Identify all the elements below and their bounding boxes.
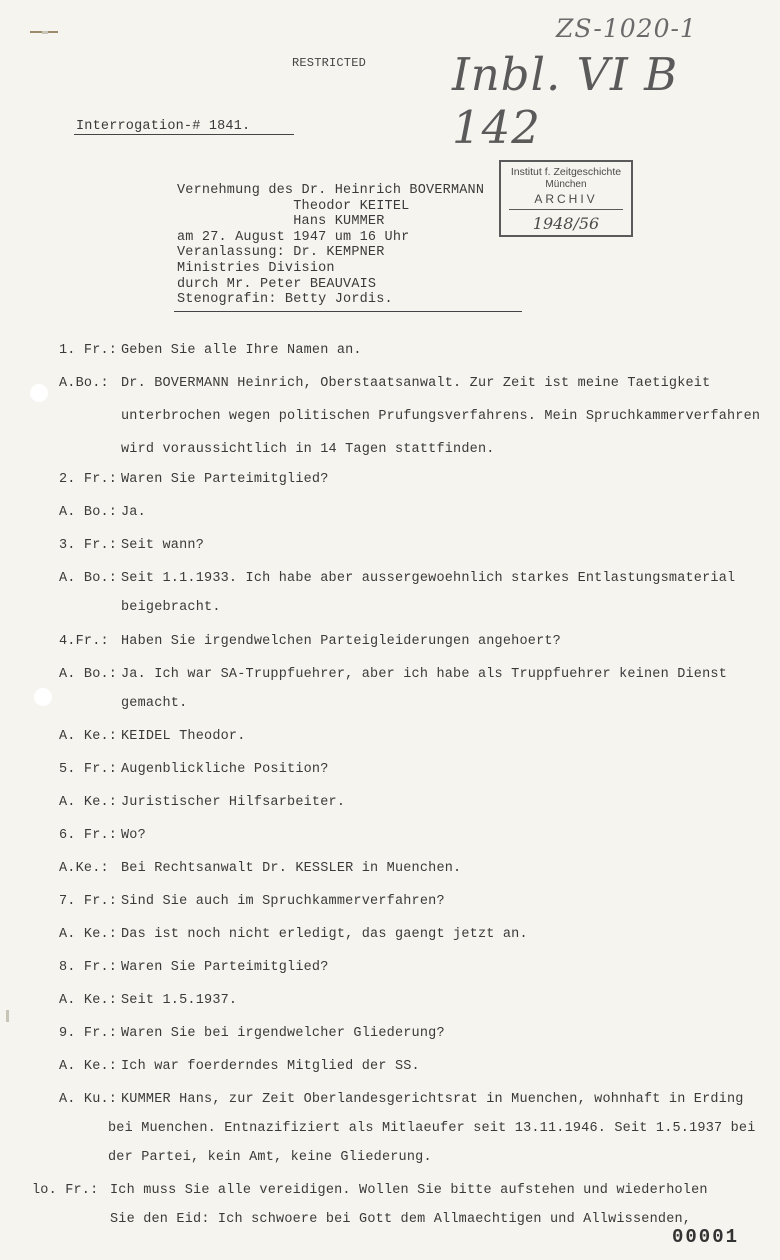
speaker-label: 5. Fr.: — [59, 762, 118, 777]
entry-text: KUMMER Hans, zur Zeit Oberlandesgerichtsrat in Muenchen, wohnhaft in Erding — [121, 1092, 744, 1107]
entry-text: Sie den Eid: Ich schwoere bei Gott dem Allmaechtigen und Allwissenden, — [110, 1212, 692, 1227]
speaker-label: A. Ke.: — [59, 993, 118, 1008]
stamp-institute: Institut f. Zeitgeschichte — [510, 166, 622, 178]
header-line: Ministries Division — [177, 260, 335, 276]
entry-text: Dr. BOVERMANN Heinrich, Oberstaatsanwalt. Zur Zeit ist meine Taetigkeit — [121, 376, 711, 391]
speaker-label: 8. Fr.: — [59, 960, 118, 975]
speaker-label: A. Bo.: — [59, 667, 118, 682]
speaker-label: 2. Fr.: — [59, 472, 118, 487]
speaker-label: A. Bo.: — [59, 571, 118, 586]
stamp-divider — [509, 209, 623, 210]
archive-stamp — [499, 160, 633, 237]
entry-text: Geben Sie alle Ihre Namen an. — [121, 343, 362, 358]
punch-hole — [34, 688, 52, 706]
entry-text: KEIDEL Theodor. — [121, 729, 246, 744]
speaker-label: A. Ke.: — [59, 927, 118, 942]
entry-text: Seit 1.1.1933. Ich habe aber aussergewoehnlich starkes Entlastungsmaterial — [121, 571, 736, 586]
speaker-label: A.Ke.: — [59, 861, 109, 876]
entry-text: Seit wann? — [121, 538, 205, 553]
page-number: 00001 — [672, 1226, 740, 1248]
speaker-label: A. Ku.: — [59, 1092, 118, 1107]
entry-text: beigebracht. — [121, 600, 221, 615]
entry-text: Waren Sie Parteimitglied? — [121, 472, 329, 487]
speaker-label: A. Ke.: — [59, 1059, 118, 1074]
handwritten-reference: Inbl. VI B 142 — [452, 48, 679, 154]
entry-text: Ja. Ich war SA-Truppfuehrer, aber ich habe als Truppfuehrer keinen Dienst — [121, 667, 727, 682]
speaker-label: lo. Fr.: — [32, 1183, 99, 1198]
speaker-label: A.Bo.: — [59, 376, 109, 391]
entry-text: Waren Sie Parteimitglied? — [121, 960, 329, 975]
speaker-label: A. Ke.: — [59, 729, 118, 744]
speaker-label: 6. Fr.: — [59, 828, 118, 843]
interrogation-underline — [74, 134, 294, 135]
speaker-label: 9. Fr.: — [59, 1026, 118, 1041]
entry-text: Wo? — [121, 828, 146, 843]
entry-text: Das ist noch nicht erledigt, das gaengt jetzt an. — [121, 927, 528, 942]
header-line: Stenografin: Betty Jordis. — [177, 292, 393, 308]
header-line: Vernehmung des Dr. Heinrich BOVERMANN — [177, 183, 485, 198]
header-underline — [174, 311, 522, 312]
header-line: Hans KUMMER — [177, 214, 385, 230]
classification-label: RESTRICTED — [292, 56, 367, 70]
interrogation-header — [177, 183, 484, 308]
entry-text: bei Muenchen. Entnazifiziert als Mitlaeufer seit 13.11.1946. Seit 1.5.1937 bei — [108, 1121, 756, 1136]
entry-text: Augenblickliche Position? — [121, 762, 329, 777]
paper-speck — [42, 31, 48, 34]
punch-hole — [30, 384, 48, 402]
entry-text: der Partei, kein Amt, keine Gliederung. — [108, 1150, 432, 1165]
entry-text: Haben Sie irgendwelchen Parteigleiderungen angehoert? — [121, 634, 561, 649]
speaker-label: A. Bo.: — [59, 505, 118, 520]
header-line: durch Mr. Peter BEAUVAIS — [177, 276, 377, 292]
entry-text: Seit 1.5.1937. — [121, 993, 238, 1008]
entry-text: Ich muss Sie alle vereidigen. Wollen Sie bitte aufstehen und wiederholen — [110, 1183, 708, 1198]
archive-code: ZS-1020-1 — [556, 14, 697, 43]
header-line: Theodor KEITEL — [177, 198, 410, 214]
interrogation-number: Interrogation-# 1841. — [76, 119, 251, 134]
entry-text: unterbrochen wegen politischen Prufungsverfahrens. Mein Spruchkammerverfahren — [121, 409, 761, 424]
stamp-number: 1948/56 — [532, 214, 600, 233]
entry-text: wird voraussichtlich in 14 Tagen stattfinden. — [121, 442, 495, 457]
header-line: am 27. August 1947 um 16 Uhr — [177, 229, 410, 245]
stamp-archive: ARCHIV — [534, 192, 598, 206]
speaker-label: 4.Fr.: — [59, 634, 109, 649]
stamp-city: München — [545, 179, 587, 190]
speaker-label: 1. Fr.: — [59, 343, 118, 358]
entry-text: Sind Sie auch im Spruchkammerverfahren? — [121, 894, 445, 909]
speaker-label: 7. Fr.: — [59, 894, 118, 909]
entry-text: Ich war foerderndes Mitglied der SS. — [121, 1059, 420, 1074]
entry-text: Waren Sie bei irgendwelcher Gliederung? — [121, 1026, 445, 1041]
speaker-label: 3. Fr.: — [59, 538, 118, 553]
paper-speck — [6, 1010, 9, 1022]
entry-text: Juristischer Hilfsarbeiter. — [121, 795, 346, 810]
entry-text: Ja. — [121, 505, 146, 520]
entry-text: Bei Rechtsanwalt Dr. KESSLER in Muenchen. — [121, 861, 462, 876]
speaker-label: A. Ke.: — [59, 795, 118, 810]
header-line: Veranlassung: Dr. KEMPNER — [177, 245, 385, 261]
entry-text: gemacht. — [121, 696, 188, 711]
